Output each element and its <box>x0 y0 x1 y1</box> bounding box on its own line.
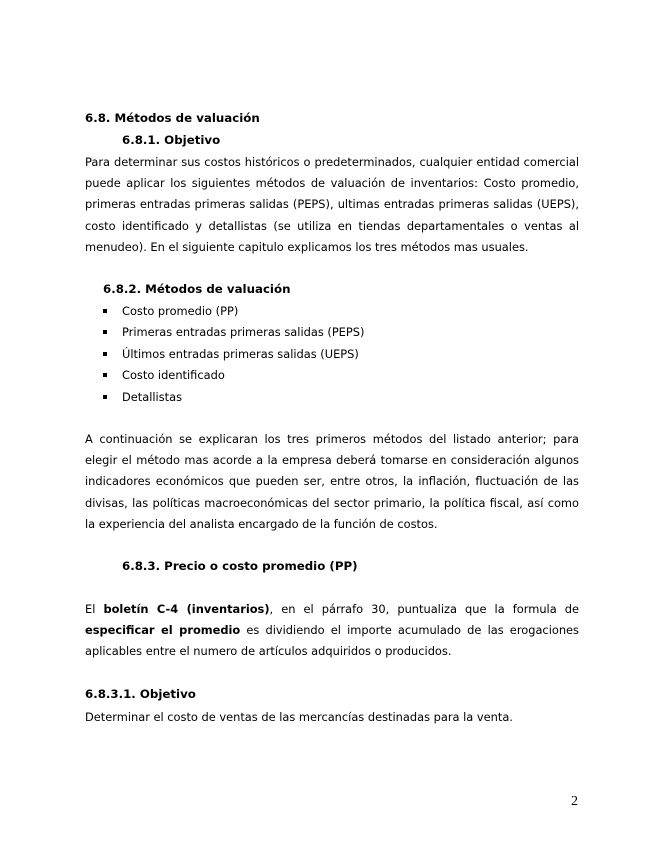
list-item: Últimos entradas primeras salidas (UEPS) <box>85 344 579 365</box>
paragraph-objetivo-2: Determinar el costo de ventas de las mercancías destinadas para la venta. <box>85 710 513 724</box>
bullet-icon <box>103 330 107 334</box>
page-number: 2 <box>571 794 578 809</box>
list-item: Costo identificado <box>85 365 579 386</box>
section-heading-6-8-1: 6.8.1. Objetivo <box>122 133 221 147</box>
list-item: Costo promedio (PP) <box>85 301 579 322</box>
paragraph-continuacion: A continuación se explicaran los tres primeros métodos del listado anterior; para elegir el método mas acorde a la empresa deberá tomarse en consideración algunos indicadores económicos que pueden ser, entre otros, la inflación, fluctuación de las divisas, las políticas macroeconómicas del sector primario, la política fiscal, así como la experiencia del analista encargado de la función de costos. <box>85 432 579 531</box>
list-item: Primeras entradas primeras salidas (PEPS) <box>85 322 579 343</box>
section-heading-6-8-3-1: 6.8.3.1. Objetivo <box>85 687 196 701</box>
paragraph-boletin: El boletín C-4 (inventarios), en el párrafo 30, puntualiza que la formula de especificar el promedio es dividiendo el importe acumulado de las erogaciones aplicables entre el numero de artículos adquiridos o producidos. <box>85 602 579 659</box>
paragraph-objetivo: Para determinar sus costos históricos o predeterminados, cualquier entidad comercial puede aplicar los siguientes métodos de valuación de inventarios: Costo promedio, primeras entradas primeras salidas (PEPS), ultimas entradas primeras salidas (UEPS), costo identificado y detallistas (se utiliza en tiendas departamentales o ventas al menudeo). En el siguiente capitulo explicamos los tres métodos mas usuales. <box>85 155 579 254</box>
bullet-icon <box>103 373 107 377</box>
section-heading-6-8-2: 6.8.2. Métodos de valuación <box>103 282 291 296</box>
bold-especificar: especificar el promedio <box>85 623 241 638</box>
bullet-icon <box>103 352 107 356</box>
bullet-icon <box>103 395 107 399</box>
document-page <box>85 0 579 848</box>
section-heading-6-8-3: 6.8.3. Precio o costo promedio (PP) <box>122 559 358 573</box>
methods-list <box>85 301 579 408</box>
bullet-icon <box>103 309 107 313</box>
bold-boletin: boletín C-4 (inventarios) <box>103 602 270 616</box>
list-item: Detallistas <box>85 387 579 408</box>
section-heading-6-8: 6.8. Métodos de valuación <box>85 111 260 125</box>
